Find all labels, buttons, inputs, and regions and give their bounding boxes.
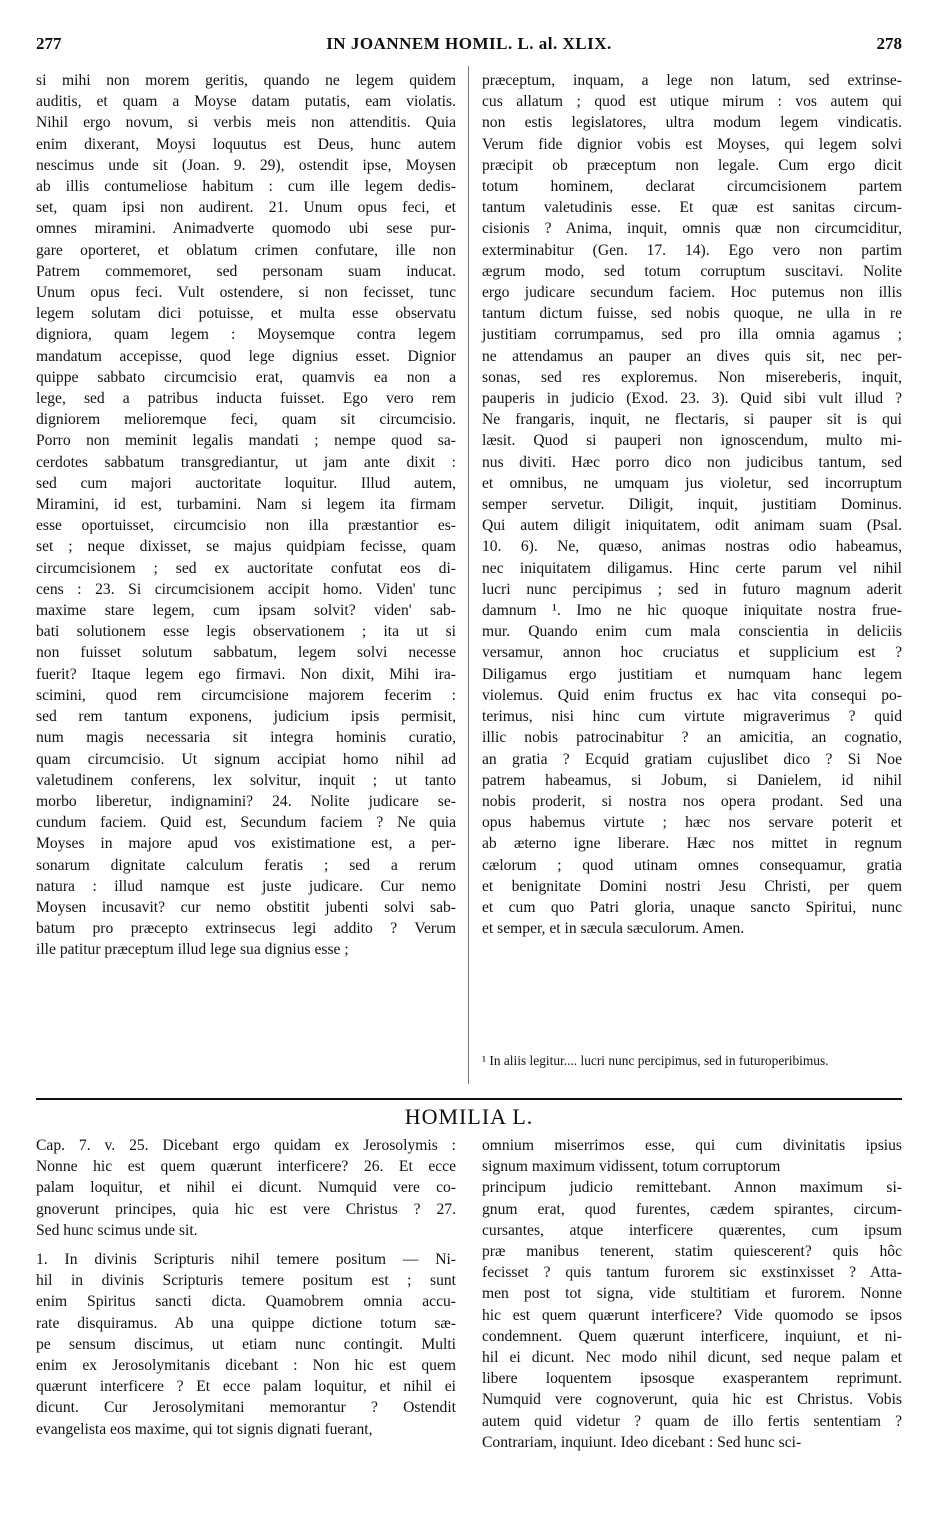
- text-line: ægrum modo, sed totum corruptum suscitavi. Nolite: [482, 262, 902, 280]
- text-line: et semper, et in sæcula sæculorum. Amen.: [482, 920, 745, 938]
- text-column-right-bottom: [482, 1135, 902, 1453]
- text-line: omnium miserrimos esse, qui cum divinitatis ipsius: [482, 1137, 902, 1154]
- text-line: semper servetur. Diligit, inquit, justitiam Dominus.: [482, 496, 902, 514]
- text-line: [36, 1241, 456, 1249]
- text-line: non estis legislatores, ultra modum legem vindicatis.: [482, 114, 902, 132]
- text-line: rate disquiramus. Ab una quippe dictione totum sæ-: [36, 1314, 456, 1332]
- text-line: tantum dictum fuisse, sed nobis quoque, ne ulla in re: [482, 305, 902, 323]
- text-line: illic nobis patrocinabitur ? an amicitia, an cognatio,: [482, 729, 902, 747]
- text-line: omnes miramini. Animadverte quomodo ubi sese pur-: [36, 220, 456, 238]
- text-line: hic est quem quærunt interficere? Vide quomodo se ipsos: [482, 1306, 902, 1324]
- text-line: si mihi non morem geritis, quando ne legem quidem: [36, 72, 456, 89]
- text-line: ab æterno igne liberare. Hæc nos mittet in regnum: [482, 835, 902, 853]
- text-line: Nonne hic est quem quærunt interficere? 26. Et ecce: [36, 1158, 456, 1176]
- text-line: cisionis ? Anima, inquit, omnis quæ non circumciditur,: [482, 220, 902, 238]
- text-line: bati solutionem esse legis observationem ; ita ut si: [36, 623, 456, 641]
- text-line: exterminabitur (Gen. 17. 14). Ego vero non partim: [482, 241, 902, 259]
- text-line: natura : illud namque est juste judicare. Cur nemo: [36, 877, 456, 895]
- footnote: [482, 1052, 902, 1069]
- text-line: versamur, annon hoc cruciatus et supplicium est ?: [482, 644, 902, 662]
- text-line: gnum erat, quod furentes, cædem spirantes, circum-: [482, 1200, 902, 1218]
- text-line: Cap. 7. v. 25. Dicebant ergo quidam ex Jerosolymis :: [36, 1137, 456, 1154]
- text-line: Porro non meminit legalis mandati ; nempe quod sa-: [36, 432, 456, 450]
- text-line: esse oportuisset, circumcisio non illa præstantior es-: [36, 517, 456, 535]
- text-line: Numquid vere cognoverunt, quia hic est Christus. Vobis: [482, 1391, 902, 1409]
- text-line: præ manibus tenerent, statim quiescerent? quis hôc: [482, 1243, 902, 1261]
- text-line: sed rem tantum exponens, judicium ipsis permisit,: [36, 708, 456, 726]
- text-line: ab illis contumeliose habitum : cum ille legem dedis-: [36, 178, 456, 196]
- text-line: sonas, sed res exploremus. Non misereberis, inquit,: [482, 368, 902, 386]
- text-line: set, quam ipsi non audirent. 21. Unum opus feci, et: [36, 199, 456, 217]
- text-line: ¹ In aliis legitur.... lucri nunc percipimus, sed in futuro: [482, 1053, 772, 1068]
- text-line: 10. 6). Ne, quæso, animas nostras odio habeamus,: [482, 538, 902, 556]
- text-line: mur. Quando enim cum mala conscientia in deliciis: [482, 623, 902, 641]
- text-line: Sed hunc scimus unde sit.: [36, 1221, 198, 1239]
- text-line: non fuisset solutum sabbatum, legem solvi necesse: [36, 644, 456, 662]
- text-line: sonarum dignitate calculum feratis ; sed a rerum: [36, 856, 456, 874]
- text-line: lege, sed a patribus inducta fuisset. Ego vero rem: [36, 390, 456, 408]
- text-line: præcipit ob præceptum non legale. Cum ergo dicit: [482, 156, 902, 174]
- text-line: hil ei dicunt. Nec modo nihil dicunt, sed neque palam et: [482, 1349, 902, 1367]
- text-line: ille patitur præceptum illud lege sua dignius esse ;: [36, 941, 349, 959]
- text-line: evangelista eos maxime, qui tot signis dignati fuerant,: [36, 1420, 373, 1438]
- text-line: præceptum, inquam, a lege non latum, sed extrinse-: [482, 72, 902, 89]
- column-divider: [468, 66, 469, 1084]
- text-line: pauperis in judicio (Exod. 23. 3). Quid sibi vult illud ?: [482, 390, 902, 408]
- running-header: [36, 34, 902, 60]
- text-line: nec iniquitatem diligamus. Hinc certe parum vel nihil: [482, 559, 902, 577]
- text-line: Contrariam, inquiunt. Ideo dicebant : Sed hunc sci-: [482, 1433, 802, 1451]
- text-line: quippe sabbato circumcisio erat, quamvis ea non a: [36, 368, 456, 386]
- text-line: peribimus.: [771, 1053, 829, 1068]
- text-line: fecisset ? quis tantum furorem sic exstinxisset ? Atta-: [482, 1264, 902, 1282]
- text-line: Qui autem diligit iniquitatem, odit animam suam (Psal.: [482, 517, 902, 535]
- text-line: digniora, quam legem : Moysemque contra legem: [36, 326, 456, 344]
- text-line: circumcisionem ; sed ex auctoritate confutat eos di-: [36, 559, 456, 577]
- text-line: libere loquentem ipsosque exasperantem reprimunt.: [482, 1370, 902, 1388]
- text-line: hil in divinis Scripturis temere positum est ; sunt: [36, 1272, 456, 1290]
- text-line: condemnent. Quem quærunt interficere, inquiunt, et ni-: [482, 1327, 902, 1345]
- text-line: signum maximum vidissent, totum corruptorum: [482, 1158, 781, 1176]
- text-line: quærunt interficere ? Et ecce palam loquitur, et nihil ei: [36, 1378, 456, 1396]
- text-line: enim ex Jerosolymitanis dicebant : Non hic est quem: [36, 1357, 456, 1375]
- text-column-left-top: [36, 70, 456, 961]
- text-line: an gratia ? Ecquid gratiam cujuslibet dico ? Si Noe: [482, 750, 902, 768]
- text-line: damnum ¹. Imo ne hic quoque iniquitate nostra frue-: [482, 602, 902, 620]
- text-line: fuerit? Itaque legem ego firmavi. Non dixit, Mihi ira-: [36, 665, 456, 683]
- text-line: palam loquitur, et nihil ei dicunt. Numquid vere co-: [36, 1179, 456, 1197]
- text-line: et cum quo Patri gloria, unaque sancto Spiritui, nunc: [482, 898, 902, 916]
- text-line: Verum fide dignior vobis est Moyses, qui legem solvi: [482, 135, 902, 153]
- text-line: mandatum accepisse, quod lege dignius esset. Dignior: [36, 347, 456, 365]
- text-line: scimini, quod rem circumcisione majorem fecerim :: [36, 686, 456, 704]
- text-line: legem solutam dici potuisse, et multa esse observatu: [36, 305, 456, 323]
- text-line: ne attendamus an pauper an dives quis sit, nec per-: [482, 347, 902, 365]
- text-line: enim Spiritus sancti dicta. Quamobrem omnia accu-: [36, 1293, 456, 1311]
- text-line: totum hominem, declarat circumcisionem partem: [482, 178, 902, 196]
- text-line: dicunt. Cur Jerosolymitani memorantur ? Ostendit: [36, 1399, 456, 1417]
- text-line: Ne frangaris, inquit, ne flectaris, si pauper sit is qui: [482, 411, 902, 429]
- text-line: ergo judicare secundum faciem. Hoc putemus non illis: [482, 284, 902, 302]
- text-line: gare oporteret, et oblatum crimen confutare, ille non: [36, 241, 456, 259]
- text-line: maxime stare legem, cum ipsam solvit? viden' sab-: [36, 602, 456, 620]
- text-line: num magis necessaria sit integra hominis curatio,: [36, 729, 456, 747]
- text-line: nobis proderit, si nostra nos opera prodant. Sed una: [482, 792, 902, 810]
- text-line: Moyses in majore apud vos existimatione est, a per-: [36, 835, 456, 853]
- text-line: gnoverunt principes, quia hic est vere Christus ? 27.: [36, 1200, 456, 1218]
- text-line: sed cum majori auctoritate loquitur. Illud autem,: [36, 474, 456, 492]
- page-number-left: 277: [36, 34, 62, 53]
- text-line: cundum faciem. Quid est, Secundum faciem ? Ne quia: [36, 814, 456, 832]
- text-line: Miramini, id est, turbamini. Nam si legem ita firmam: [36, 496, 456, 514]
- text-line: lucri nunc percipimus ; sed in futuro magnum aderit: [482, 580, 902, 598]
- text-column-left-bottom: [36, 1135, 456, 1440]
- text-line: cursantes, atque interficere quærentes, cum ipsum: [482, 1221, 902, 1239]
- text-line: cens : 23. Si circumcisionem accipit homo. Viden' tunc: [36, 580, 456, 598]
- text-line: men post tot signa, vide stultitiam et furorem. Nonne: [482, 1285, 902, 1303]
- section-rule: [36, 1098, 902, 1100]
- text-line: justitiam corrumpamus, sed pro illa omnia agamus ;: [482, 326, 902, 344]
- text-line: principum judicio remittebant. Annon maximum si-: [482, 1179, 902, 1197]
- text-line: cælorum ; quod utinam omnes consequamur, gratia: [482, 856, 902, 874]
- text-line: batum pro præcepto extrinsecus legi addito ? Verum: [36, 920, 456, 938]
- running-title: IN JOANNEM HOMIL. L. al. XLIX.: [326, 34, 612, 53]
- text-line: violemus. Quid enim fructus ex hac vita consequi po-: [482, 686, 902, 704]
- text-line: pe sensum discimus, ut etiam nunc contingit. Multi: [36, 1335, 456, 1353]
- text-line: et benignitate Domini nostri Jesu Christi, per quem: [482, 877, 902, 895]
- text-line: nescimus unde sit (Joan. 9. 29), ostendit ipse, Moysen: [36, 156, 456, 174]
- text-line: tantum valetudinis esse. Et quæ est sanitas circum-: [482, 199, 902, 217]
- text-line: Nihil ergo novum, si verbis meis non attenditis. Quia: [36, 114, 456, 132]
- text-line: enim dixerant, Moysi loquutus est Deus, hunc autem: [36, 135, 456, 153]
- text-line: Patrem commemoret, sed personam suam inducat.: [36, 262, 456, 280]
- text-line: autem quid videtur ? quam de illo fertis sententiam ?: [482, 1412, 902, 1430]
- page-number-right: 278: [876, 34, 902, 53]
- text-line: nus diviti. Hæc porro dico non judicibus tantum, sed: [482, 453, 902, 471]
- text-line: morbo liberetur, indignamini? 24. Nolite judicare se-: [36, 792, 456, 810]
- text-line: læsit. Quod si pauperi non ignoscendum, multo mi-: [482, 432, 902, 450]
- text-line: auditis, et quam a Moyse datam putatis, eam violatis.: [36, 93, 456, 111]
- text-line: Diligamus ergo justitiam et numquam hanc legem: [482, 665, 902, 683]
- text-line: digniorem melioremque feci, quam sit circumcisio.: [36, 411, 456, 429]
- text-line: et omnibus, ne umquam jus violetur, sed incorruptum: [482, 474, 902, 492]
- text-line: quam circumcisio. Ut signum accipiat homo nihil ad: [36, 750, 456, 768]
- text-line: Unum opus feci. Vult ostendere, si non fecisset, tunc: [36, 284, 456, 302]
- text-line: cerdotes sabbatum transgrediantur, ut jam ante dixit :: [36, 453, 456, 471]
- text-line: set ; neque dixisset, se majus quidpiam fecisse, quam: [36, 538, 456, 556]
- text-line: opus habemus virtute ; hæc nos servare poterit et: [482, 814, 902, 832]
- text-line: patrem habeamus, si Jobum, si Danielem, id nihil: [482, 771, 902, 789]
- homily-title: HOMILIA L.: [404, 1104, 534, 1129]
- text-line: terimus, nisi hinc cum virtute migraverimus ? quid: [482, 708, 902, 726]
- text-line: Moysen incusavit? cur nemo obstitit jubenti solvi sab-: [36, 898, 456, 916]
- text-column-right-top: [482, 70, 902, 939]
- text-line: cus allatum ; quod est utique mirum : vos autem qui: [482, 93, 902, 111]
- text-line: 1. In divinis Scripturis nihil temere positum — Ni-: [36, 1251, 456, 1269]
- text-line: valetudinem conferens, lex solvitur, inquit ; ut tanto: [36, 771, 456, 789]
